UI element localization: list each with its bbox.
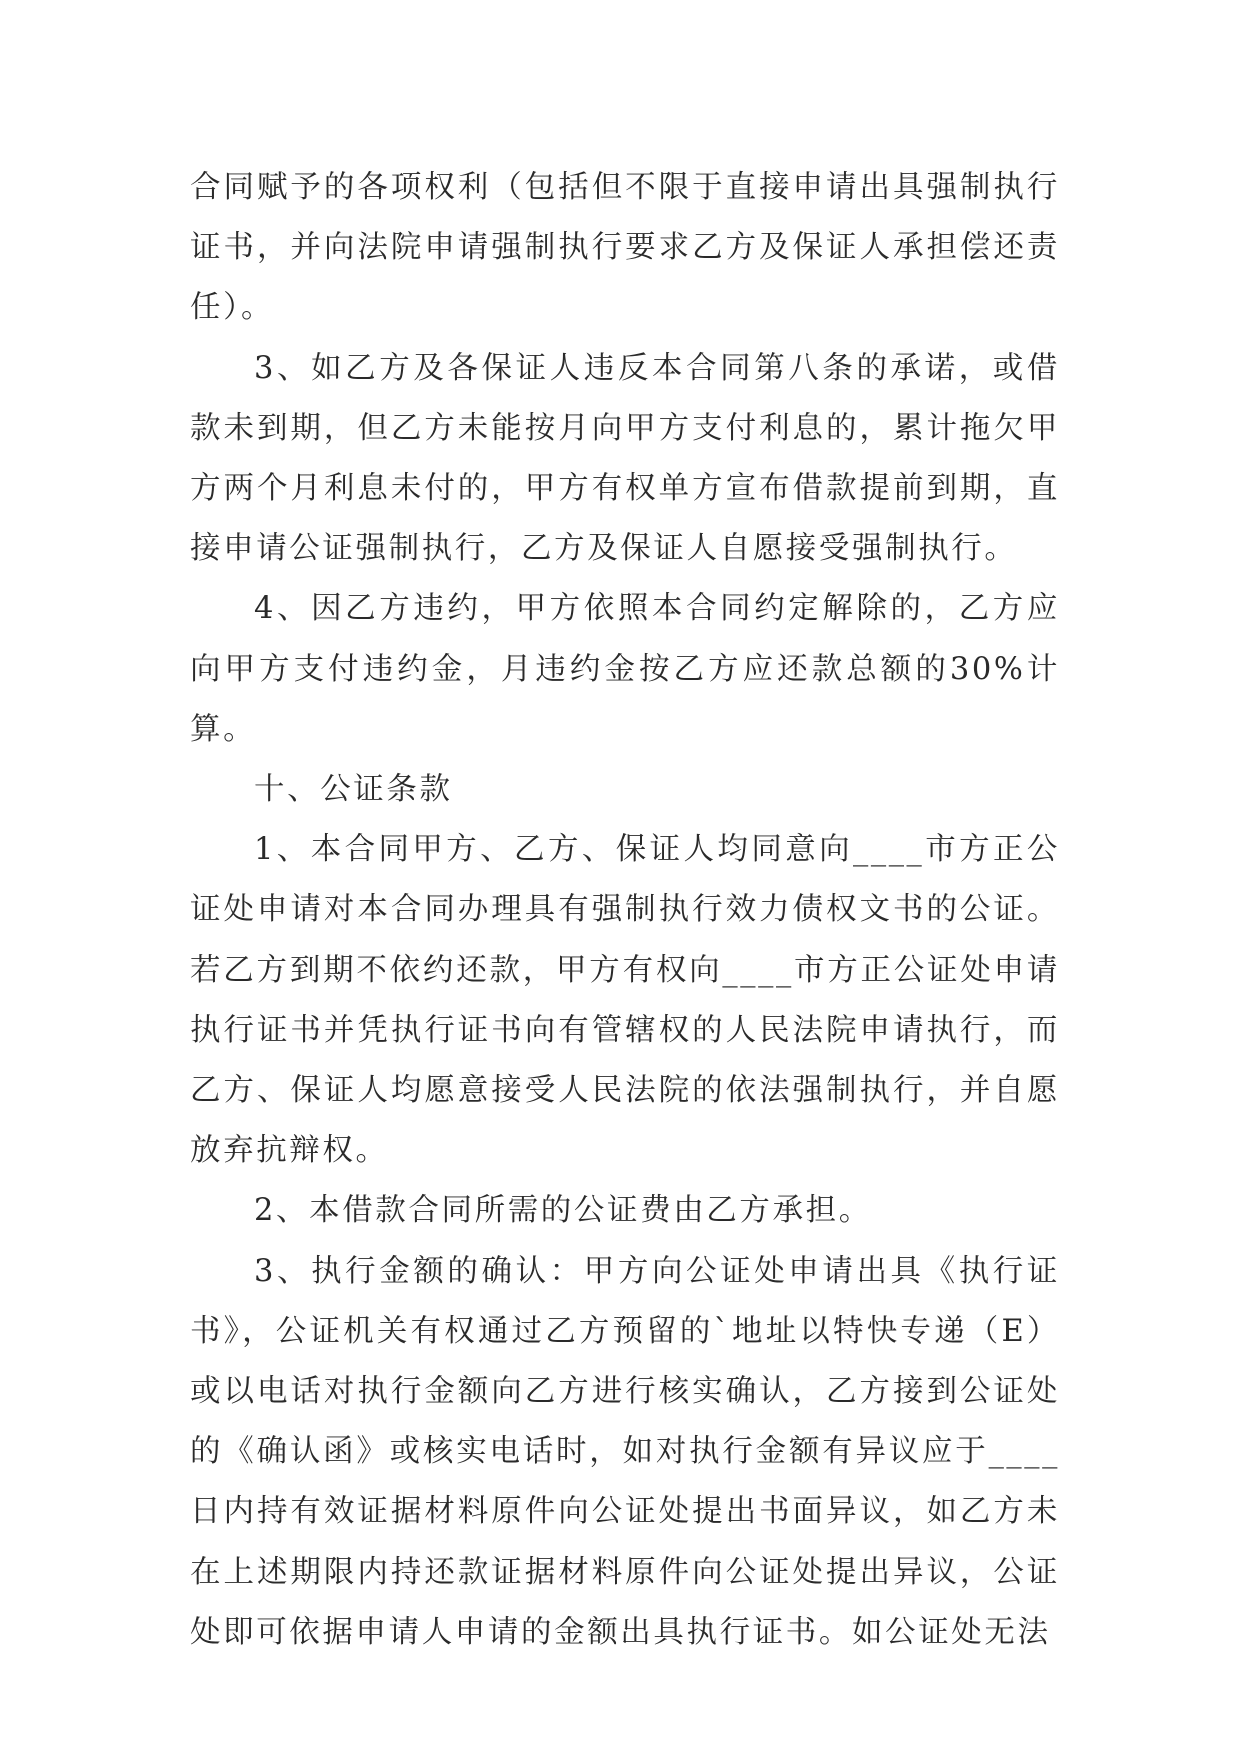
paragraph-notarization-1: 1、本合同甲方、乙方、保证人均同意向____市方正公证处申请对本合同办理具有强制执行效力债权文书的公证。若乙方到期不依约还款，甲方有权向____市方正公证处申请执行证书并凭执行证书向有管辖权的人民法院申请执行，而乙方、保证人均愿意接受人民法院的依法强制执行，并自愿放弃抗辩权。	[190, 832, 1060, 1169]
paragraph-notarization-2: 2、本借款合同所需的公证费由乙方承担。	[254, 1193, 872, 1229]
section-heading-notarization: 十、公证条款	[254, 772, 453, 808]
paragraph-notarization-3: 3、执行金额的确认：甲方向公证处申请出具《执行证书》，公证机关有权通过乙方预留的`地址以特快专递（E）或以电话对执行金额向乙方进行核实确认，乙方接到公证处的《确认函》或核实电话时，如对执行金额有异议应于____日内持有效证据材料原件向公证处提出书面异议，如乙方未在上述期限内持还款证据材料原件向公证处提出异议，公证处即可依据申请人申请的金额出具执行证书。如公证处无法	[190, 1253, 1060, 1650]
paragraph-clause-4-penalty: 4、因乙方违约，甲方依照本合同约定解除的，乙方应向甲方支付违约金，月违约金按乙方应还款总额的30%计算。	[190, 591, 1060, 747]
paragraph-clause-3-breach: 3、如乙方及各保证人违反本合同第八条的承诺，或借款未到期，但乙方未能按月向甲方支付利息的，累计拖欠甲方两个月利息未付的，甲方有权单方宣布借款提前到期，直接申请公证强制执行，乙方及保证人自愿接受强制执行。	[190, 350, 1060, 567]
paragraph-rights-continuation: 合同赋予的各项权利（包括但不限于直接申请出具强制执行证书，并向法院申请强制执行要求乙方及保证人承担偿还责任）。	[190, 170, 1060, 326]
contract-body	[190, 158, 1060, 1663]
